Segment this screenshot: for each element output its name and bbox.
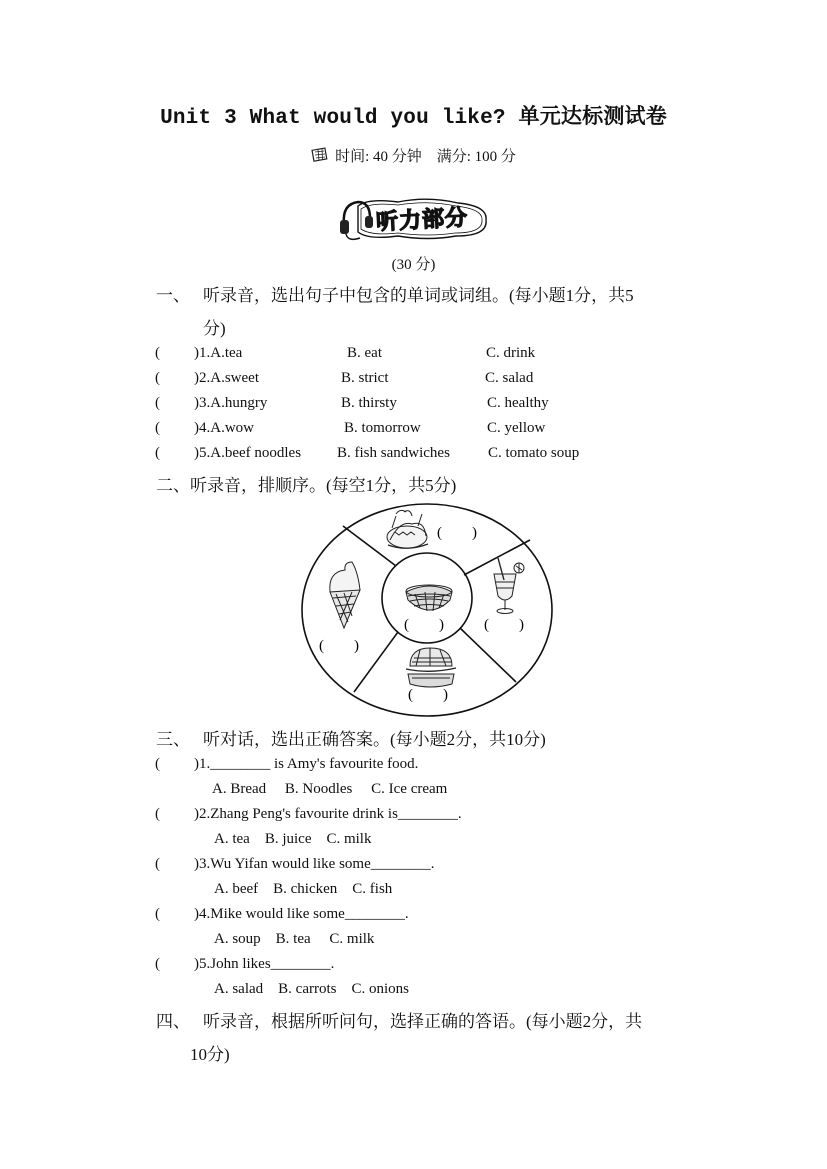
option-c: C. drink [486, 345, 536, 361]
question-options: A. tea B. juice C. milk [214, 831, 372, 847]
section1-instruction: 听录音，选出句子中包含的单词或词组。(每小题1分，共5 [203, 286, 634, 305]
noodle-bowl-icon [406, 585, 452, 611]
section2-instruction: 二、听录音，排顺序。(每空1分，共5分) [156, 476, 457, 495]
question-text: )4.Mike would like some________. [194, 906, 409, 922]
ice-cream-icon [330, 562, 360, 628]
title-english: Unit 3 What would you like? [160, 107, 519, 130]
time-score-text: 时间: 40 分钟 满分: 100 分 [335, 149, 516, 165]
section4-instruction: 听录音，根据所听问句，选择正确的答语。(每小题2分，共 [203, 1012, 643, 1031]
listening-section-badge [338, 194, 492, 244]
question-text: )5.John likes________. [194, 956, 335, 972]
section4-instruction-cont: 10分) [190, 1045, 230, 1064]
food-wheel-diagram [300, 500, 556, 720]
answer-paren[interactable]: ( [155, 856, 160, 872]
blank-noodles: ( ) [404, 617, 444, 633]
title-chinese: 单元达标测试卷 [518, 104, 667, 128]
question-text: )5.A.beef noodles [194, 445, 302, 461]
blank-juice: ( ) [484, 617, 524, 633]
answer-paren[interactable]: ( [155, 906, 160, 922]
option-c: C. healthy [487, 395, 549, 411]
question-options: A. soup B. tea C. milk [214, 931, 375, 947]
blank-hamburger: ( ) [408, 687, 448, 703]
question-text: )3.A.hungry [194, 395, 268, 411]
question-options: A. Bread B. Noodles C. Ice cream [212, 781, 448, 797]
option-c: C. yellow [487, 420, 546, 436]
badge-text: 听力部分 [375, 205, 469, 236]
option-b: B. tomorrow [344, 420, 421, 436]
option-b: B. eat [347, 345, 382, 361]
answer-paren[interactable]: ( [155, 756, 160, 772]
answer-paren[interactable]: ( [155, 395, 160, 411]
question-text: )4.A.wow [194, 420, 254, 436]
option-b: B. strict [341, 370, 389, 386]
hamburger-icon [406, 648, 456, 687]
answer-paren[interactable]: ( [155, 956, 160, 972]
question-text: )1.A.tea [194, 345, 243, 361]
question-text: )2.Zhang Peng's favourite drink is________. [194, 806, 462, 822]
question-options: A. salad B. carrots C. onions [214, 981, 409, 997]
section3-number: 三、 [156, 730, 190, 749]
juice-drink-icon [494, 558, 524, 614]
question-text: )1.________ is Amy's favourite food. [194, 756, 419, 772]
section1-number: 一、 [156, 286, 190, 305]
option-c: C. salad [485, 370, 534, 386]
answer-paren[interactable]: ( [155, 420, 160, 436]
section3-instruction: 听对话，选出正确答案。(每小题2分，共10分) [203, 730, 546, 749]
option-b: B. thirsty [341, 395, 397, 411]
section1-instruction-cont: 分) [203, 319, 226, 338]
answer-paren[interactable]: ( [155, 370, 160, 386]
time-score-line [0, 145, 827, 166]
answer-paren[interactable]: ( [155, 445, 160, 461]
option-b: B. fish sandwiches [337, 445, 450, 461]
option-c: C. tomato soup [488, 445, 580, 461]
page-title [0, 100, 827, 130]
answer-paren[interactable]: ( [155, 806, 160, 822]
answer-paren[interactable]: ( [155, 345, 160, 361]
blank-chicken: ( ) [437, 525, 477, 541]
clock-icon [311, 147, 329, 163]
question-text: )3.Wu Yifan would like some________. [194, 856, 435, 872]
section4-number: 四、 [156, 1012, 190, 1031]
question-options: A. beef B. chicken C. fish [214, 881, 393, 897]
question-text: )2.A.sweet [194, 370, 259, 386]
section-score: (30 分) [391, 257, 436, 273]
roast-chicken-icon [387, 510, 428, 548]
blank-ice-cream: ( ) [319, 638, 359, 654]
